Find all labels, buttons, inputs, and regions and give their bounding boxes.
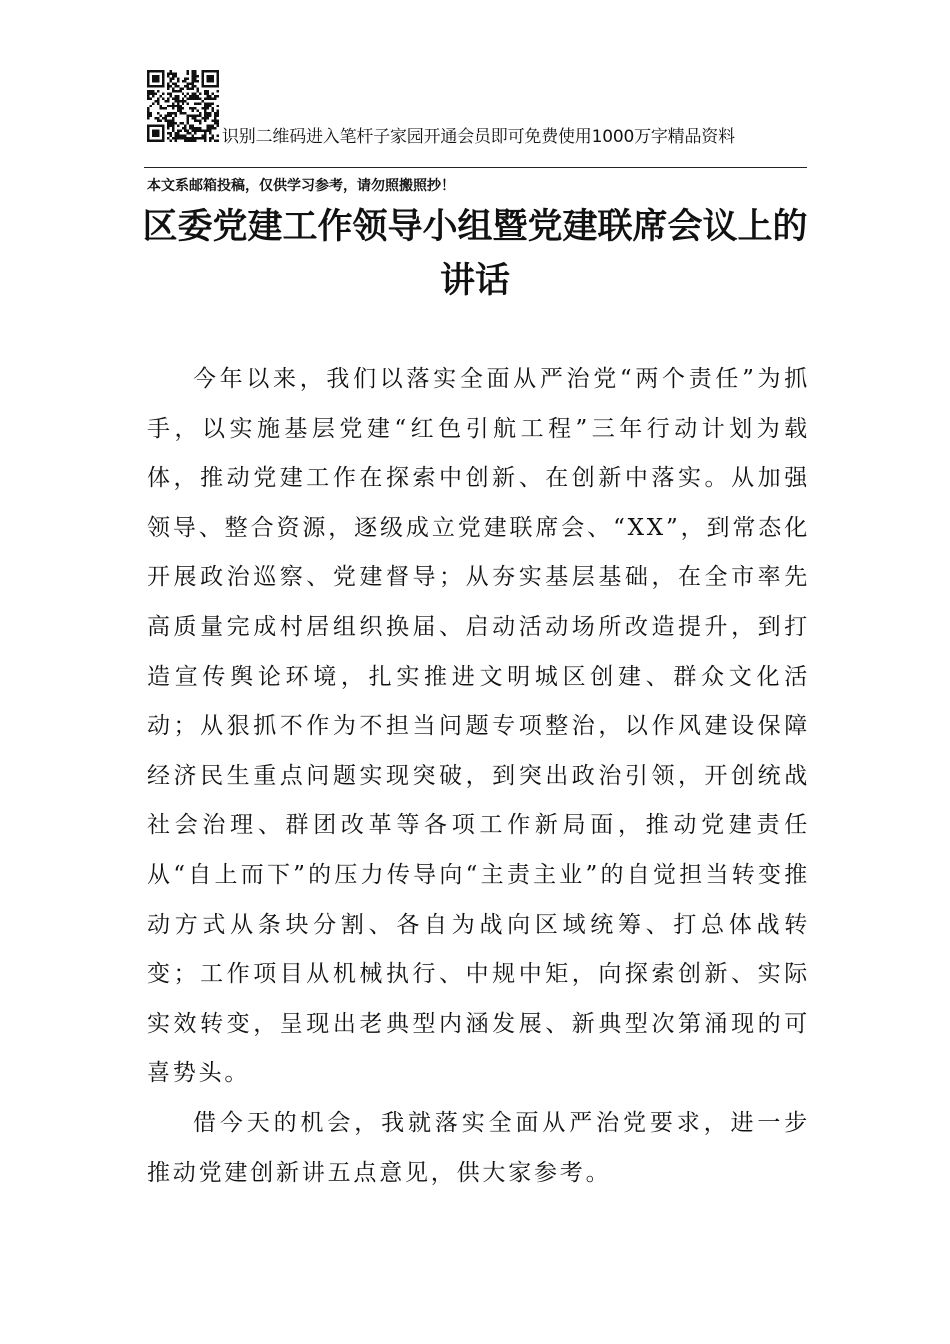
body-paragraph: 借今天的机会，我就落实全面从严治党要求，进一步推动党建创新讲五点意见，供大家参考。	[147, 1109, 810, 1186]
promo-banner-text: 识别二维码进入笔杆子家园开通会员即可免费使用1000万字精品资料	[222, 127, 735, 147]
document-title: 区委党建工作领导小组暨党建联席会议上的讲话	[142, 206, 808, 301]
qr-code-icon	[147, 70, 219, 142]
header-divider	[144, 167, 807, 168]
body-paragraph: 今年以来，我们以落实全面从严治党“两个责任”为抓手，以实施基层党建“红色引航工程”三年行动计划为载体，推动党建工作在探索中创新、在创新中落实。从加强领导、整合资源，逐级成立党建联席会、“XX”，到常态化开展政治巡察、党建督导；从夯实基层基础，在全市率先高质量完成村居组织换届、启动活动场所改造提升，到打造宣传舆论环境，扎实推进文明城区创建、群众文化活动；从狠抓不作为不担当问题专项整治，以作风建设保障经济民生重点问题实现突破，到突出政治引领，开创统战社会治理、群团改革等各项工作新局面，推动党建责任从“自上而下”的压力传导向“主责主业”的自觉担当转变推动方式从条块分割、各自为战向区域统筹、打总体战转变；工作项目从机械执行、中规中矩，向探索创新、实际实效转变，呈现出老典型内涵发展、新典型次第涌现的可喜势头。	[147, 366, 810, 1087]
submission-notice: 本文系邮箱投稿，仅供学习参考，请勿照搬照抄！	[147, 178, 455, 194]
document-body	[147, 355, 810, 1198]
